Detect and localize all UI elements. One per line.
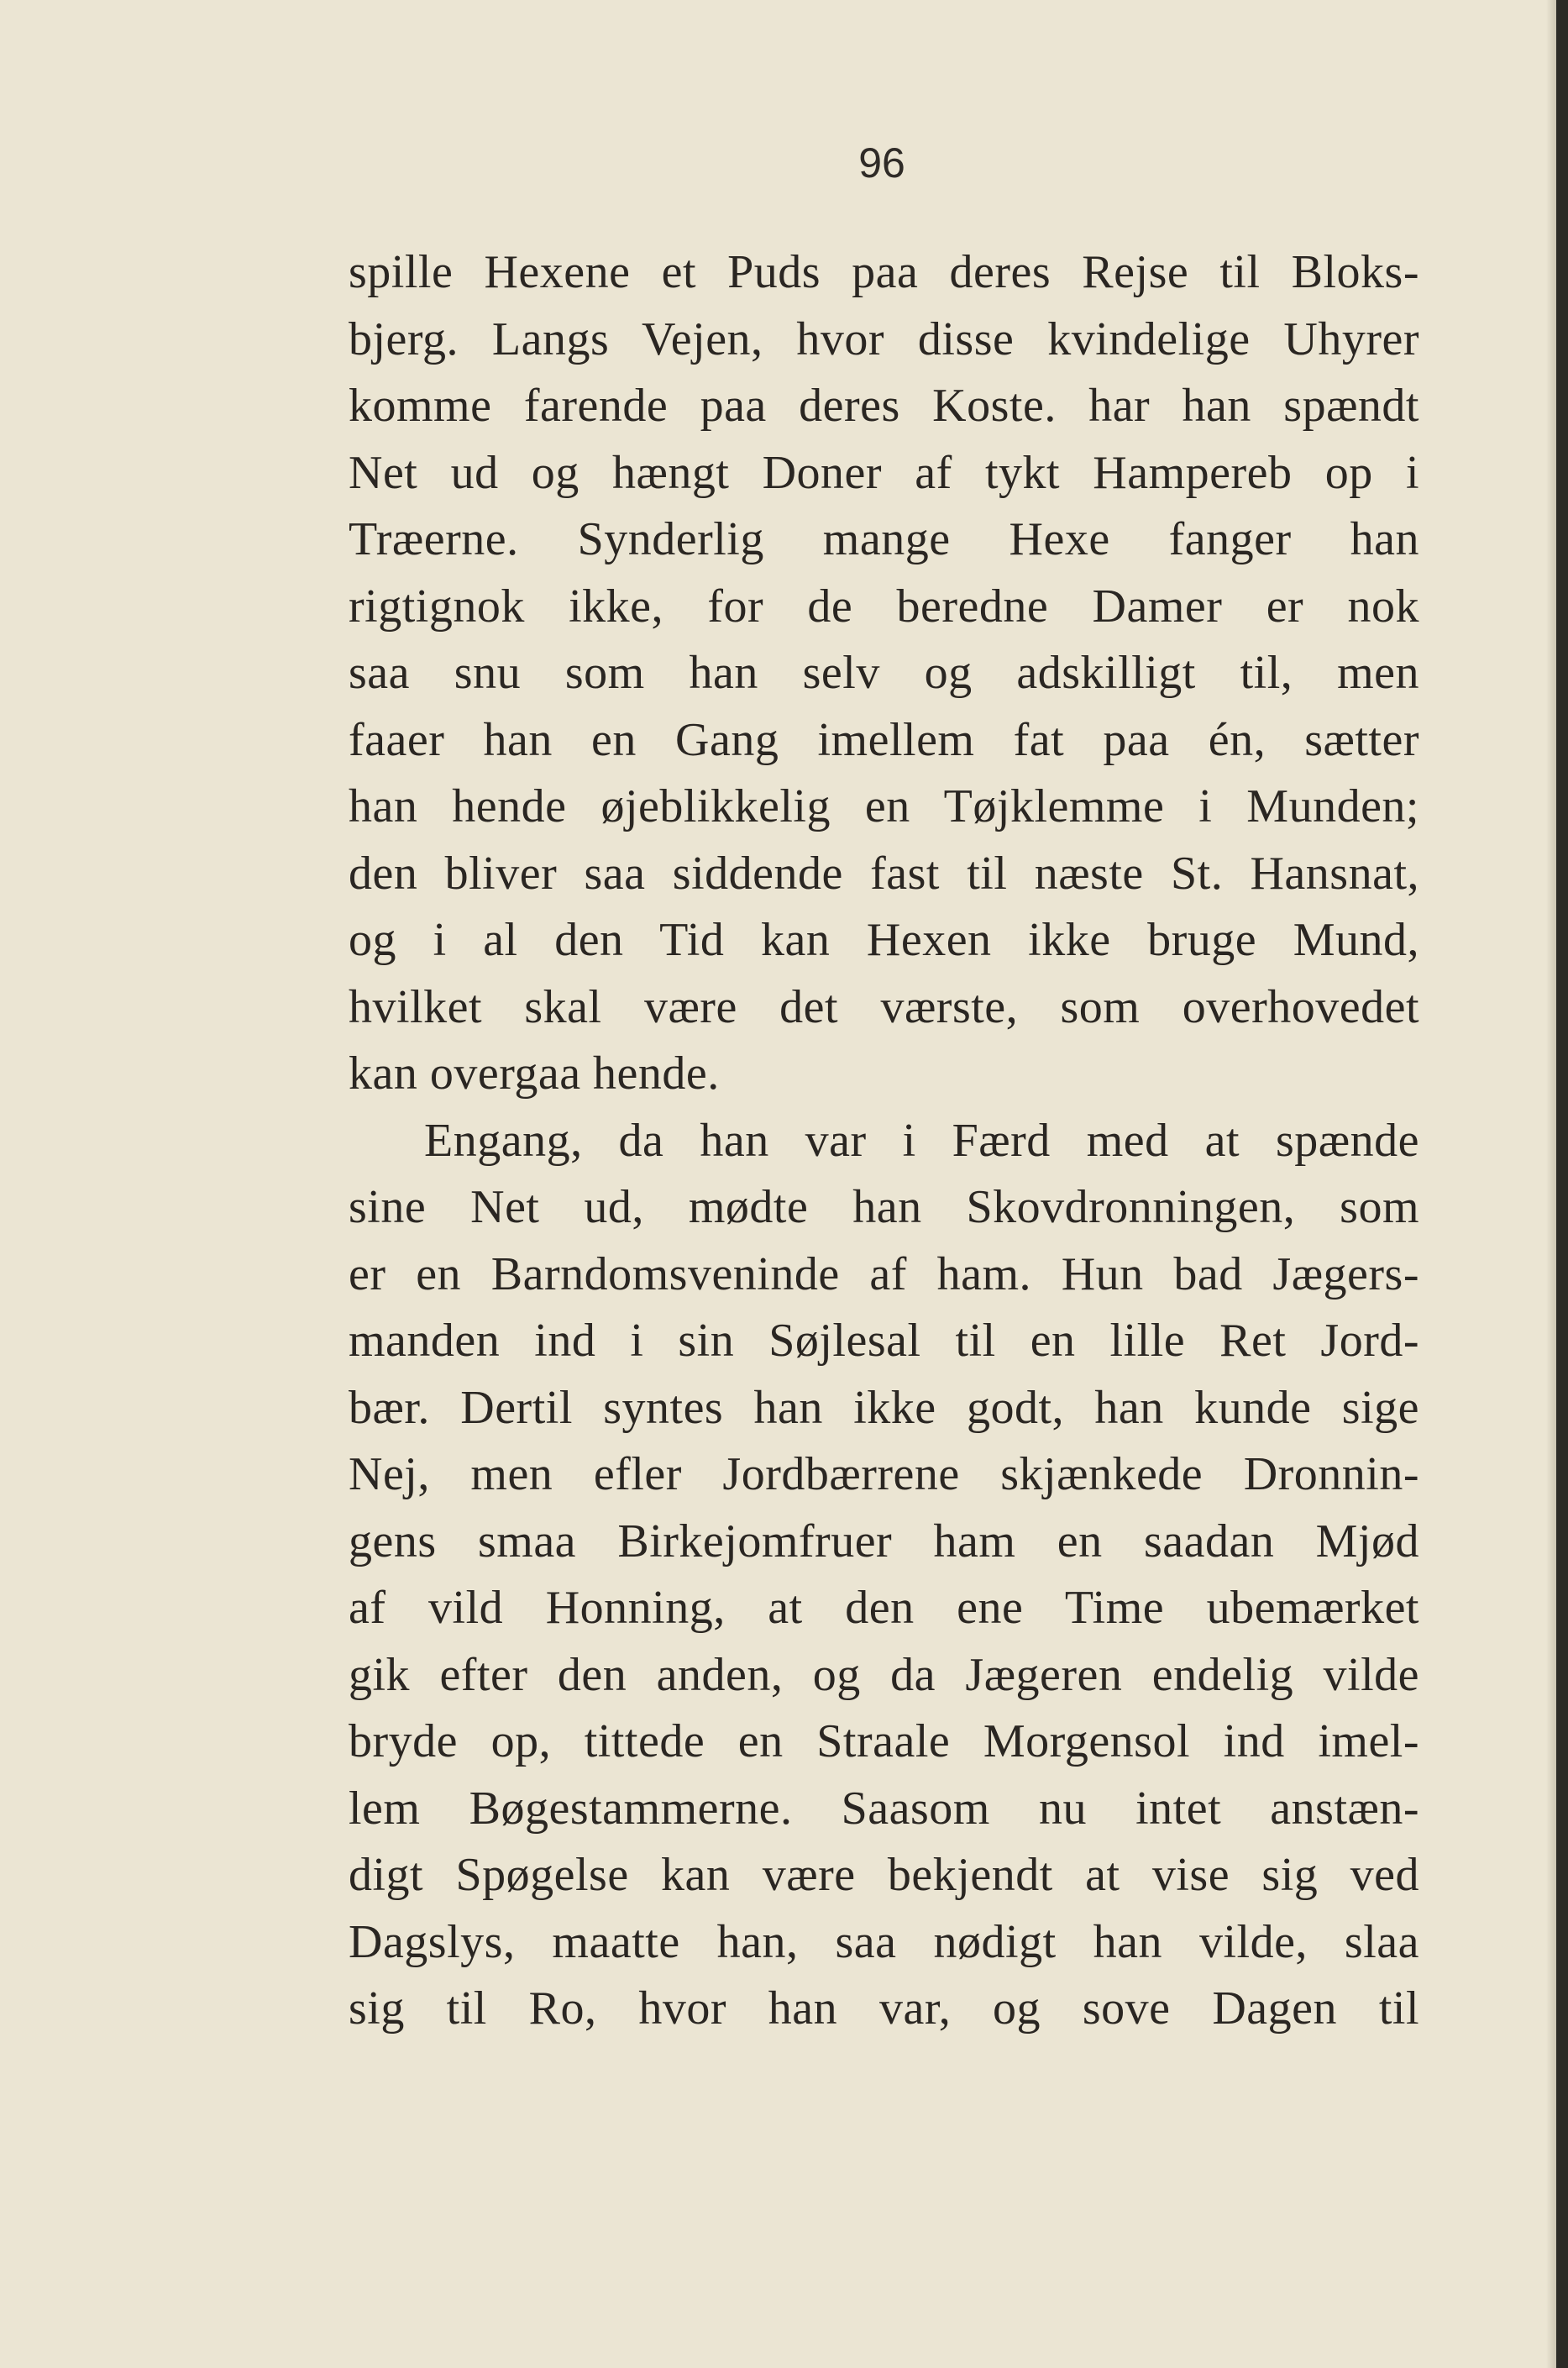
text-line: Træerne. Synderlig mange Hexe fanger han [349, 513, 1419, 565]
text-line: Dagslys, maatte han, saa nødigt han vilde, slaa [349, 1915, 1419, 1968]
text-line: rigtignok ikke, for de beredne Damer er nok [349, 580, 1419, 633]
text-line: Engang, da han var i Færd med at spænde [424, 1114, 1419, 1167]
page-edge-shadow [1546, 0, 1556, 2368]
text-line: bjerg. Langs Vejen, hvor disse kvindelige Uhyrer [349, 312, 1419, 365]
text-line: hvilket skal være det værste, som overhovedet [349, 980, 1419, 1033]
text-line: bær. Dertil syntes han ikke godt, han kunde sige [349, 1381, 1419, 1434]
text-line: den bliver saa siddende fast til næste St. Hansnat, [349, 847, 1419, 900]
text-line: af vild Honning, at den ene Time ubemærket [349, 1582, 1419, 1634]
text-line: manden ind i sin Søjlesal til en lille Ret Jord- [349, 1315, 1419, 1367]
text-line: faaer han en Gang imellem fat paa én, sætter [349, 713, 1419, 766]
text-line: komme farende paa deres Koste. har han spændt [349, 380, 1419, 432]
page-number: 96 [858, 139, 905, 186]
text-line: gens smaa Birkejomfruer ham en saadan Mjød [349, 1515, 1419, 1567]
text-line: han hende øjeblikkelig en Tøjklemme i Munden; [349, 780, 1419, 832]
text-line: er en Barndomsveninde af ham. Hun bad Jægers- [349, 1247, 1419, 1300]
text-line: og i al den Tid kan Hexen ikke bruge Mund, [349, 914, 1419, 966]
text-line: kan overgaa hende. [349, 1047, 720, 1100]
text-line: bryde op, tittede en Straale Morgensol ind imel- [349, 1715, 1419, 1767]
body-text [349, 239, 1419, 2043]
text-line: saa snu som han selv og adskilligt til, men [349, 647, 1419, 699]
text-line: lem Bøgestammerne. Saasom nu intet anstæn- [349, 1782, 1419, 1835]
text-line: Nej, men efler Jordbærrene skjænkede Dronnin- [349, 1448, 1419, 1500]
text-line: digt Spøgelse kan være bekjendt at vise sig ved [349, 1849, 1419, 1901]
page-edge [1556, 0, 1568, 2368]
text-line: Net ud og hængt Doner af tykt Hampereb op i [349, 446, 1419, 499]
text-line: gik efter den anden, og da Jægeren endelig vilde [349, 1648, 1419, 1701]
text-line: sine Net ud, mødte han Skovdronningen, som [349, 1181, 1419, 1233]
text-line: spille Hexene et Puds paa deres Rejse til Bloks- [349, 246, 1419, 298]
text-line: sig til Ro, hvor han var, og sove Dagen til [349, 1982, 1419, 2035]
